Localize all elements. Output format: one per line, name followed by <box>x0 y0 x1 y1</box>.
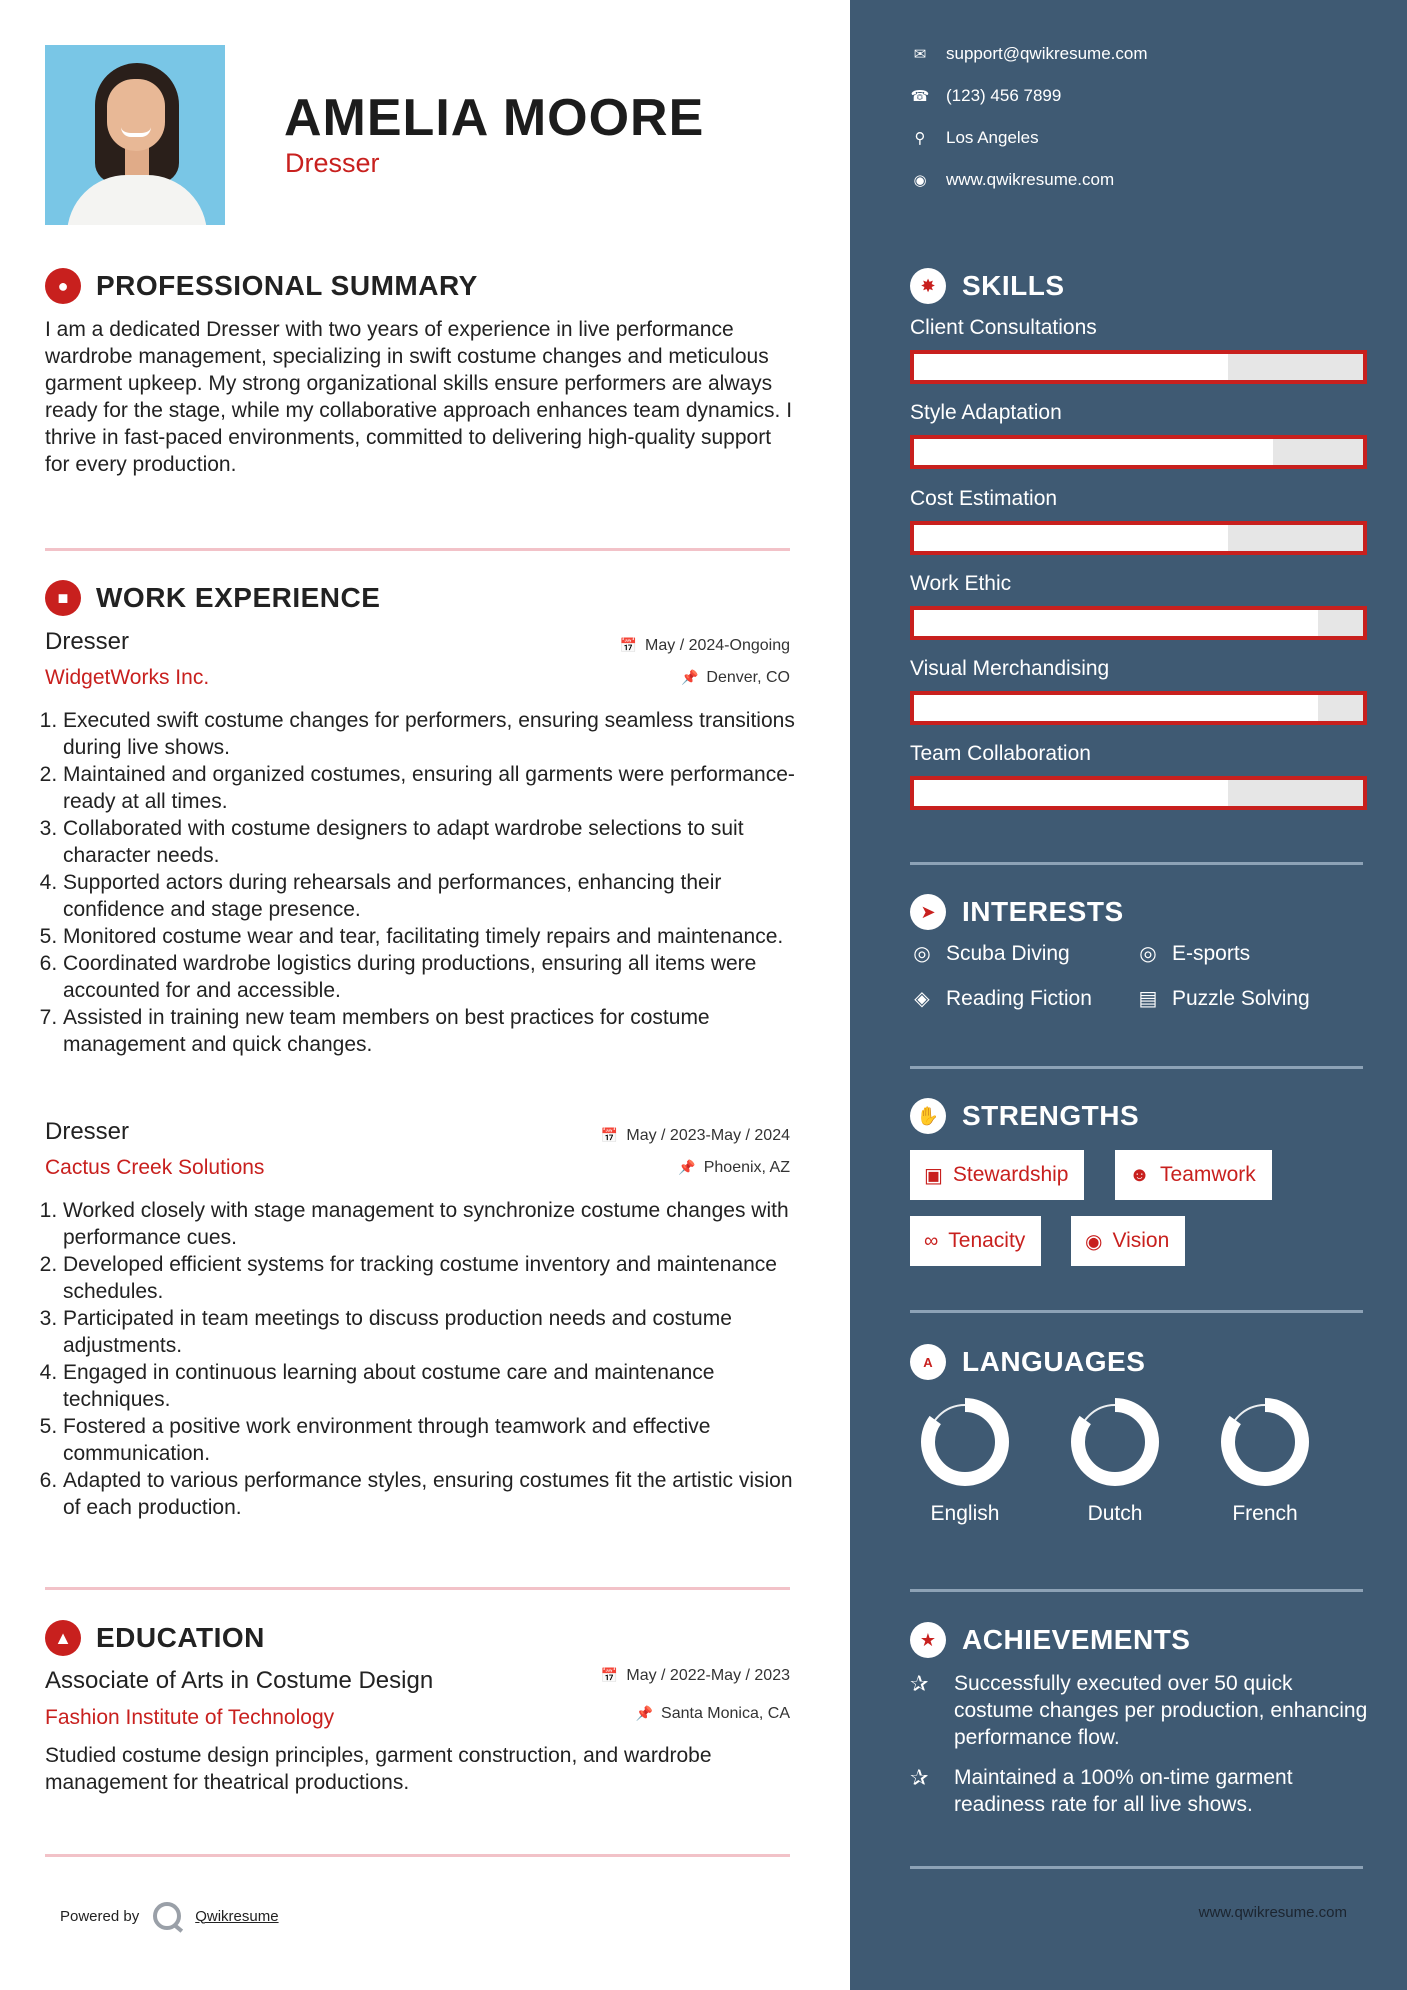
language-donut <box>919 1396 1011 1488</box>
strength-badge: ∞ Tenacity <box>910 1216 1041 1266</box>
achievement-item: ✰ Maintained a 100% on-time garment readiness rate for all live shows. <box>910 1765 1293 1816</box>
gamepad-icon: ◈ <box>914 988 930 1010</box>
binoculars-icon: ◉ <box>1085 1230 1103 1253</box>
profile-photo <box>45 45 225 225</box>
candidate-title: Dresser <box>285 148 380 178</box>
languages-heading: A LANGUAGES <box>910 1344 1145 1380</box>
job-company: Cactus Creek Solutions <box>45 1156 265 1179</box>
pin-icon: 📌 <box>680 669 699 685</box>
calendar-icon: 📅 <box>600 1667 619 1683</box>
calendar-icon: 📅 <box>619 637 638 653</box>
language-icon: A <box>910 1344 946 1380</box>
language-donut <box>1069 1396 1161 1488</box>
language-ring-outline <box>1228 1405 1302 1479</box>
language-item: French <box>1210 1396 1320 1526</box>
pin-icon: 📌 <box>635 1705 654 1721</box>
briefcase-icon: ■ <box>45 580 81 616</box>
divider <box>910 1066 1363 1069</box>
calendar-icon: 📅 <box>600 1127 619 1143</box>
powered-by: Powered by Qwikresume <box>60 1902 279 1930</box>
job-title: Dresser <box>45 628 130 655</box>
experience-heading: ■ WORK EXPERIENCE <box>45 580 380 616</box>
list-item: 2. Maintained and organized costumes, ensuring all garments were performance-ready at all times. <box>63 761 797 815</box>
achievements-heading: ★ ACHIEVEMENTS <box>910 1622 1190 1658</box>
list-item: 3. Participated in team meetings to discuss production needs and costume adjustments. <box>63 1305 797 1359</box>
lightbulb-icon: ✸ <box>910 268 946 304</box>
life-ring-icon: ◎ <box>913 943 931 965</box>
star-icon: ★ <box>910 1622 946 1658</box>
contact-email[interactable]: ✉ support@qwikresume.com <box>910 44 1148 64</box>
language-item: English <box>910 1396 1020 1526</box>
language-donut <box>1219 1396 1311 1488</box>
footer-url[interactable]: www.qwikresume.com <box>1198 1904 1347 1921</box>
skill-bar <box>910 435 1367 469</box>
strengths-heading: ✋ STRENGTHS <box>910 1098 1139 1134</box>
language-ring-outline <box>1078 1405 1152 1479</box>
job-bullets <box>45 707 797 1058</box>
pin-icon: 📌 <box>678 1159 696 1175</box>
divider <box>910 1866 1363 1869</box>
job-bullets <box>45 1197 797 1521</box>
achievement-item: ✰ Successfully executed over 50 quick costume changes per production, enhancing performance flow. <box>910 1671 1368 1749</box>
list-item: 5. Monitored costume wear and tear, facilitating timely repairs and maintenance. <box>63 923 797 950</box>
link-icon: ∞ <box>924 1229 939 1252</box>
interest-item: ◎ Scuba Diving <box>910 941 1070 966</box>
strength-badge: ▣ Stewardship <box>910 1150 1084 1200</box>
language-item: Dutch <box>1060 1396 1170 1526</box>
toolbox-icon: ▣ <box>924 1164 943 1187</box>
contact-website[interactable]: ◉ www.qwikresume.com <box>910 170 1114 190</box>
education-location: 📌 Santa Monica, CA <box>635 1705 790 1722</box>
interest-item: ◎ E-sports <box>1136 941 1250 966</box>
list-item: 6. Adapted to various performance styles, ensuring costumes fit the artistic vision of each production. <box>63 1467 797 1521</box>
skill-label: Team Collaboration <box>910 742 1091 765</box>
book-icon: ▤ <box>1138 988 1158 1010</box>
contact-location: ⚲ Los Angeles <box>910 128 1039 148</box>
skill-bar <box>910 606 1367 640</box>
fist-icon: ✋ <box>910 1098 946 1134</box>
education-heading: ▲ EDUCATION <box>45 1620 265 1656</box>
qwikresume-link[interactable]: Qwikresume <box>195 1907 279 1925</box>
skill-label: Style Adaptation <box>910 401 1062 424</box>
summary-heading: ● PROFESSIONAL SUMMARY <box>45 268 478 304</box>
interest-item: ▤ Puzzle Solving <box>1136 986 1310 1011</box>
degree-title: Associate of Arts in Costume Design <box>45 1667 434 1694</box>
life-ring-icon: ◎ <box>1139 943 1157 965</box>
divider <box>910 1589 1363 1592</box>
job-title: Dresser <box>45 1118 130 1145</box>
job-location: 📌 Denver, CO <box>680 669 790 686</box>
skill-bar <box>910 350 1367 384</box>
summary-text: I am a dedicated Dresser with two years of experience in live performance wardrobe management, specializing in swift costume changes and meticulous garment upkeep. My strong organizational skills ensure performers are always ready for the stage, while my collaborative approach enhances team dynamics. I thrive in fast-paced environments, committed to delivering high-quality support for every production. <box>45 318 793 476</box>
skill-bar <box>910 521 1367 555</box>
globe-icon: ◉ <box>913 172 927 189</box>
skill-label: Work Ethic <box>910 572 1012 595</box>
interest-item: ◈ Reading Fiction <box>910 986 1092 1011</box>
skills-heading: ✸ SKILLS <box>910 268 1065 304</box>
education-description: Studied costume design principles, garment construction, and wardrobe management for theatrical productions. <box>45 1744 712 1794</box>
divider <box>910 862 1363 865</box>
school-name: Fashion Institute of Technology <box>45 1706 335 1729</box>
users-icon: ☻ <box>1129 1163 1151 1186</box>
list-item: 5. Fostered a positive work environment through teamwork and effective communication. <box>63 1413 797 1467</box>
divider <box>45 548 790 551</box>
job-dates: 📅 May / 2023-May / 2024 <box>600 1127 790 1144</box>
skill-bar <box>910 691 1367 725</box>
strength-badge: ◉ Vision <box>1071 1216 1185 1266</box>
language-ring-outline <box>928 1405 1002 1479</box>
paper-plane-icon: ➤ <box>910 894 946 930</box>
shooting-star-icon: ✰ <box>910 1765 929 1790</box>
envelope-icon: ✉ <box>913 46 927 63</box>
strength-badge: ☻ Teamwork <box>1115 1150 1272 1200</box>
interests-heading: ➤ INTERESTS <box>910 894 1124 930</box>
skill-label: Client Consultations <box>910 316 1097 339</box>
shooting-star-icon: ✰ <box>910 1671 929 1696</box>
education-dates: 📅 May / 2022-May / 2023 <box>600 1667 790 1684</box>
list-item: 3. Collaborated with costume designers to adapt wardrobe selections to suit character needs. <box>63 815 797 869</box>
list-item: 2. Developed efficient systems for tracking costume inventory and maintenance schedules. <box>63 1251 797 1305</box>
list-item: 4. Supported actors during rehearsals and performances, enhancing their confidence and stage presence. <box>63 869 797 923</box>
job-company: WidgetWorks Inc. <box>45 666 210 689</box>
list-item: 7. Assisted in training new team members on best practices for costume management and quick changes. <box>63 1004 797 1058</box>
candidate-name: AMELIA MOORE <box>284 89 705 147</box>
phone-icon: ☎ <box>910 88 930 105</box>
list-item: 6. Coordinated wardrobe logistics during productions, ensuring all items were accounted for and accessible. <box>63 950 797 1004</box>
map-marker-icon: ⚲ <box>914 130 926 147</box>
skill-bar <box>910 776 1367 810</box>
divider <box>45 1854 790 1857</box>
job-dates: 📅 May / 2024-Ongoing <box>619 637 790 654</box>
qwikresume-logo-icon <box>153 1902 181 1930</box>
skill-label: Visual Merchandising <box>910 657 1110 680</box>
sidebar <box>850 0 1407 1990</box>
divider <box>910 1310 1363 1313</box>
skill-label: Cost Estimation <box>910 487 1058 510</box>
list-item: 4. Engaged in continuous learning about costume care and maintenance techniques. <box>63 1359 797 1413</box>
divider <box>45 1587 790 1590</box>
graduation-cap-icon: ▲ <box>45 1620 81 1656</box>
list-item: 1. Executed swift costume changes for performers, ensuring seamless transitions during live shows. <box>63 707 797 761</box>
user-icon: ● <box>45 268 81 304</box>
job-location: 📌 Phoenix, AZ <box>678 1159 790 1176</box>
contact-phone[interactable]: ☎ (123) 456 7899 <box>910 86 1062 105</box>
list-item: 1. Worked closely with stage management to synchronize costume changes with performance cues. <box>63 1197 797 1251</box>
